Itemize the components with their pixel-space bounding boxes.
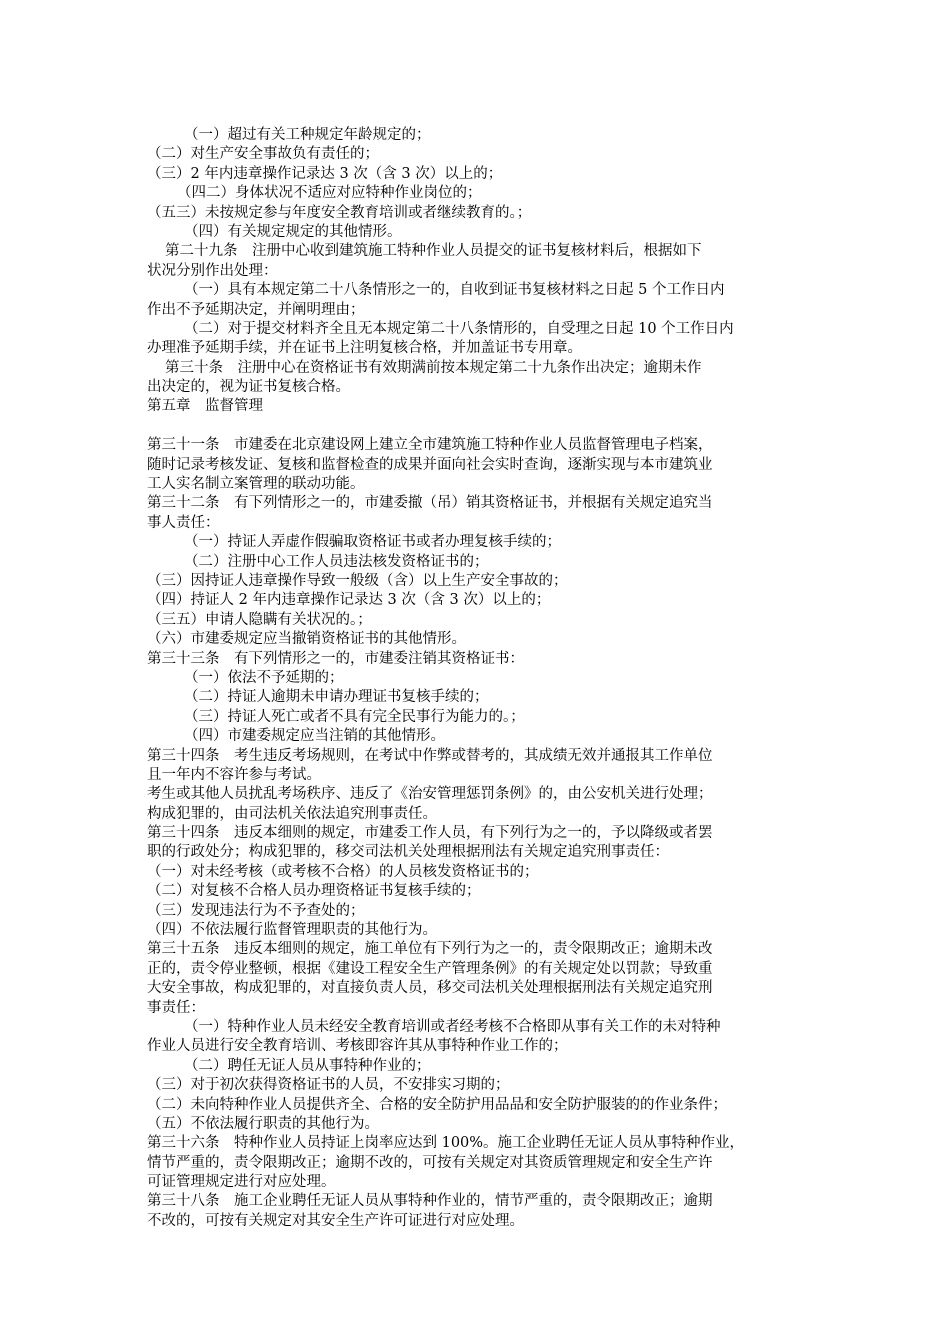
- text-line: 工人实名制立案管理的联动功能。: [147, 476, 365, 493]
- text-line: （二）持证人逾期未申请办理证书复核手续的；: [184, 689, 489, 706]
- text-line: （二）未向特种作业人员提供齐全、合格的安全防护用品品和安全防护服装的的作业条件；: [147, 1096, 727, 1113]
- text-line: （三）因持证人违章操作导致一般级（含）以上生产安全事故的；: [147, 572, 568, 589]
- article-heading: 第三十三条 有下列情形之一的，市建委注销其资格证书：: [147, 650, 524, 667]
- text-line: （二）对生产安全事故负有责任的；: [147, 146, 379, 163]
- text-line: （二）对复核不合格人员办理资格证书复核手续的；: [147, 883, 481, 900]
- text-line: （一）超过有关工种规定年龄规定的；: [184, 127, 431, 143]
- text-line: （一）依法不予延期的；: [184, 669, 344, 686]
- text-line: 作出不予延期决定，并阐明理由；: [147, 301, 365, 318]
- text-line: 可证管理规定进行对应处理。: [147, 1174, 336, 1191]
- text-line: 考生或其他人员扰乱考场秩序、违反了《治安管理惩罚条例》的，由公安机关进行处理；: [147, 786, 713, 803]
- article-heading: 第三十条 注册中心在资格证书有效期满前按本规定第二十九条作出决定；逾期未作: [165, 359, 702, 376]
- text-line: （三）持证人死亡或者不具有完全民事行为能力的。；: [184, 708, 525, 725]
- text-line: （三）对于初次获得资格证书的人员，不安排实习期的；: [147, 1077, 510, 1094]
- article-heading: 第二十九条 注册中心收到建筑施工特种作业人员提交的证书复核材料后，根据如下: [165, 243, 702, 260]
- text-line: （四）不依法履行监督管理职责的其他行为。: [147, 922, 437, 939]
- text-line: 不改的，可按有关规定对其安全生产许可证进行对应处理。: [147, 1212, 524, 1229]
- text-line: 事责任：: [147, 999, 205, 1016]
- text-line: （四）有关规定规定的其他情形。: [184, 223, 402, 240]
- text-line: （四）持证人 2 年内违章操作记录达 3 次（含 3 次）以上的；: [147, 592, 551, 609]
- text-line: （二）对于提交材料齐全且无本规定第二十八条情形的，自受理之日起 10 个工作日内: [184, 320, 734, 337]
- text-line: （五三）未按规定参与年度安全教育培训或者继续教育的。；: [147, 204, 532, 221]
- article-heading: 第三十五条 违反本细则的规定，施工单位有下列行为之一的，责令限期改正；逾期未改: [147, 941, 713, 958]
- text-line: （一）持证人弄虚作假骗取资格证书或者办理复核手续的；: [184, 534, 561, 551]
- article-heading: 第三十四条 考生违反考场规则，在考试中作弊或替考的，其成绩无效并通报其工作单位: [147, 747, 713, 764]
- text-line: 状况分别作出处理：: [147, 262, 278, 279]
- text-line: （四二）身体状况不适应对应特种作业岗位的；: [177, 185, 482, 202]
- text-line: （三）2 年内违章操作记录达 3 次（含 3 次）以上的；: [147, 165, 503, 182]
- text-line: 大安全事故，构成犯罪的，对直接负责人员，移交司法机关处理根据刑法有关规定追究刑: [147, 980, 713, 997]
- article-heading: 第三十八条 施工企业聘任无证人员从事特种作业的，情节严重的，责令限期改正；逾期: [147, 1193, 713, 1210]
- text-line: 办理准予延期手续，并在证书上注明复核合格，并加盖证书专用章。: [147, 340, 582, 357]
- text-line: 随时记录考核发证、复核和监督检查的成果并面向社会实时查询，逐渐实现与本市建筑业: [147, 456, 713, 473]
- article-heading: 第三十四条 违反本细则的规定，市建委工作人员，有下列行为之一的，予以降级或者罢: [147, 825, 713, 842]
- text-line: （三五）申请人隐瞒有关状况的。；: [147, 611, 372, 628]
- text-line: 作业人员进行安全教育培训、考核即容许其从事特种作业工作的；: [147, 1038, 568, 1055]
- article-heading: 第三十六条 特种作业人员持证上岗率应达到 100%。施工企业聘任无证人员从事特种作业，: [147, 1135, 745, 1152]
- text-line: （六）市建委规定应当撤销资格证书的其他情形。: [147, 631, 466, 648]
- text-line: 正的，责令停业整顿，根据《建设工程安全生产管理条例》的有关规定处以罚款；导致重: [147, 960, 713, 977]
- text-line: （一）特种作业人员未经安全教育培训或者经考核不合格即从事有关工作的未对特种: [184, 1018, 721, 1035]
- article-heading: 第三十一条 市建委在北京建设网上建立全市建筑施工特种作业人员监督管理电子档案，: [147, 437, 713, 454]
- chapter-heading: 第五章 监督管理: [147, 398, 263, 415]
- text-line: 构成犯罪的，由司法机关依法追究刑事责任。: [147, 805, 437, 822]
- text-line: 职的行政处分；构成犯罪的，移交司法机关处理根据刑法有关规定追究刑事责任：: [147, 844, 669, 861]
- text-line: 出决定的，视为证书复核合格。: [147, 379, 350, 396]
- text-line: （二）聘任无证人员从事特种作业的；: [184, 1057, 431, 1074]
- text-line: 且一年内不容许参与考试。: [147, 766, 321, 783]
- article-heading: 第三十二条 有下列情形之一的，市建委撤（吊）销其资格证书，并根据有关规定追究当: [147, 495, 713, 512]
- blank-line: [147, 417, 817, 436]
- text-line: 事人责任：: [147, 514, 220, 531]
- text-line: （四）市建委规定应当注销的其他情形。: [184, 728, 445, 745]
- text-line: （一）具有本规定第二十八条情形之一的，自收到证书复核材料之日起 5 个工作日内: [184, 282, 725, 299]
- text-line: （一）对未经考核（或考核不合格）的人员核发资格证书的；: [147, 863, 539, 880]
- document-body: [147, 126, 817, 1231]
- text-line: 情节严重的，责令限期改正；逾期不改的，可按有关规定对其资质管理规定和安全生产许: [147, 1154, 713, 1171]
- text-line: （二）注册中心工作人员违法核发资格证书的；: [184, 553, 489, 570]
- text-line: （五）不依法履行职责的其他行为。: [147, 1115, 379, 1132]
- text-line: （三）发现违法行为不予查处的；: [147, 902, 365, 919]
